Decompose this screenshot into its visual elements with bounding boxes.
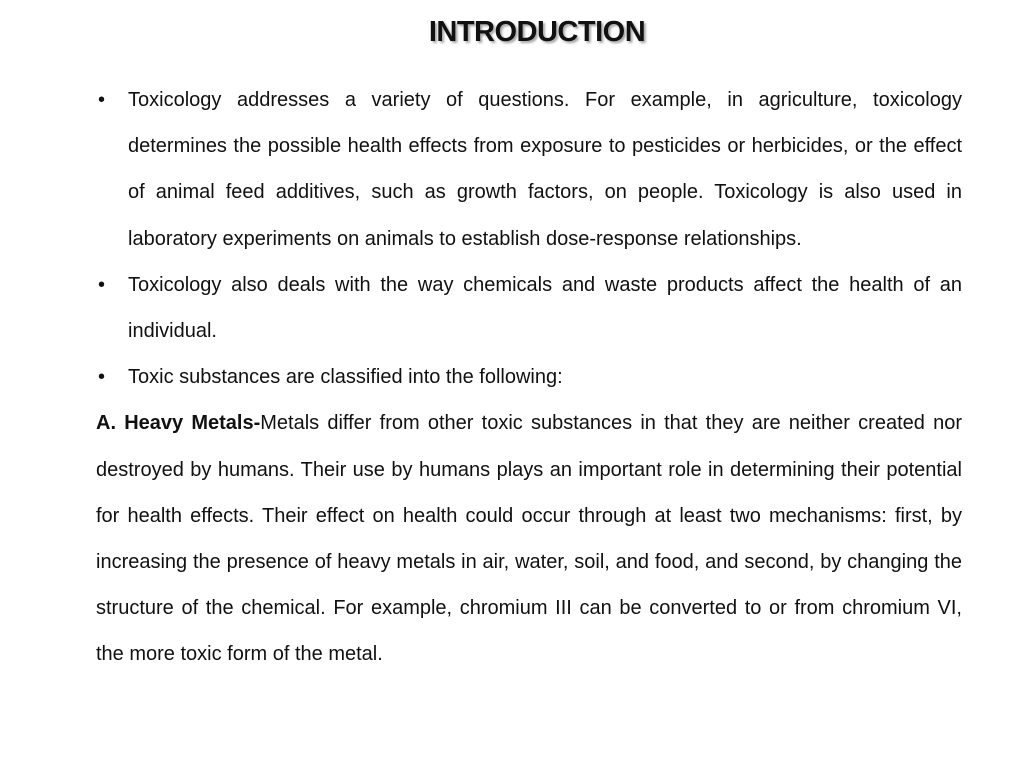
bullet-text: Toxicology also deals with the way chemicals and waste products affect the health of an individual.: [128, 273, 962, 343]
bullet-item: [96, 354, 962, 400]
section-a-heading: A. Heavy Metals-: [96, 412, 261, 435]
slide-title: INTRODUCTION: [428, 16, 646, 48]
section-a-text: Metals differ from other toxic substances in that they are neither created nor destroyed by humans. Their use by humans plays an important role in determining their potential for health effects. Their effect on health could occur through at least two mechanisms: first, by increasing the presence of heavy metals in air, water, soil, and food, and second, by changing the structure of the chemical. For example, chromium III can be converted to or from chromium VI, the more toxic form of the metal.: [96, 412, 962, 666]
bullet-item: [96, 262, 962, 354]
bullet-icon: •: [98, 273, 106, 296]
bullet-item: [96, 77, 962, 262]
bullet-text: Toxic substances are classified into the following:: [128, 366, 563, 389]
section-a-paragraph: [96, 400, 962, 677]
slide-body: [96, 77, 962, 678]
bullet-icon: •: [98, 366, 106, 389]
bullet-text: Toxicology addresses a variety of questions. For example, in agriculture, toxicology determines the possible health effects from exposure to pesticides or herbicides, or the effect of animal feed additives, such as growth factors, on people. Toxicology is also used in laboratory experiments on animals to establish dose-response relationships.: [128, 89, 962, 250]
bullet-list: [96, 77, 962, 400]
bullet-icon: •: [98, 89, 106, 111]
